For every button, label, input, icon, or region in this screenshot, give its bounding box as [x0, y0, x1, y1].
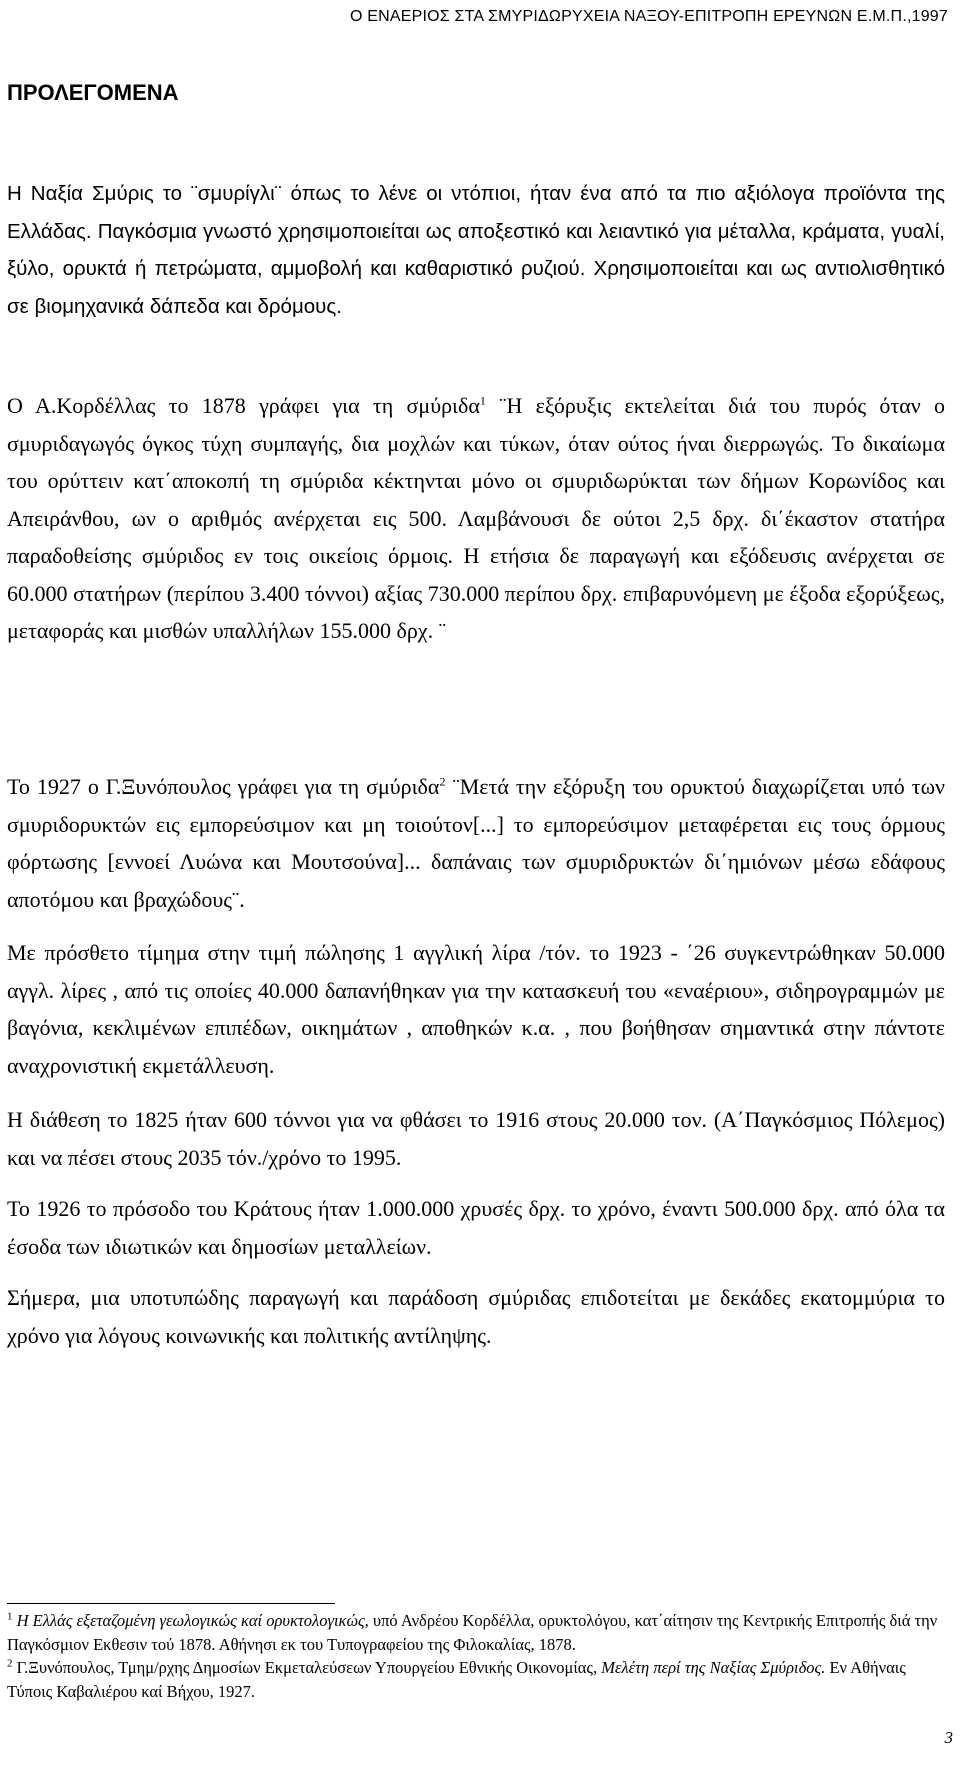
paragraph-text: Η διάθεση το 1825 ήταν 600 τόννοι για να φθάσει το 1916 στους 20.000 τον. (Α΄Παγκόσμιος Πόλεμος) και να πέσει στους 2035 τόν./χρόνο το 1995. — [7, 1107, 945, 1170]
footnote-1: $^1$ Η Ελλάς εξεταζομένη γεωλογικώς καί ορυκτολογικώς, υπό Ανδρέου Κορδέλλα, ορυκτολόγου, κατ΄αίτησιν της Κεντρικής Επιτροπής διά την Παγκόσμιον Εκθεσιν τού 1878. Αθήνησι εκ του Τυπογραφείου της Φιλοκαλίας, 1878. — [7, 1610, 938, 1654]
footnote-ref-1[interactable]: 1 — [479, 393, 486, 408]
paragraph-text: Το 1926 το πρόσοδο του Κράτους ήταν 1.000.000 χρυσές δρχ. το χρόνο, έναντι 500.000 δρχ. από όλα τα έσοδα των ιδιωτικών και δημοσίων μεταλλείων. — [7, 1196, 945, 1259]
footnote-text: Γ.Ξυνόπουλος, Τμημ/ρχης Δημοσίων Εκμεταλεύσεων Υπουργείου Εθνικής Οικονομίας, — [12, 1658, 602, 1677]
page-number: 3 — [944, 1728, 953, 1747]
section-heading: ΠΡΟΛΕΓΟΜΕΝΑ — [7, 80, 179, 105]
footnote-2: $^2$ Γ.Ξυνόπουλος, Τμημ/ρχης Δημοσίων Εκμεταλεύσεων Υπουργείου Εθνικής Οικονομίας, Μελέτη περί της Ναξίας Σμύριδος. Εν Αθήναις Τύποις Καβαλιέρου καί Βήχου, 1927. — [7, 1657, 906, 1701]
paragraph-kordellas-quote — [7, 387, 945, 650]
paragraph-financing — [7, 934, 945, 1084]
paragraph-text: Η Ναξία Σμύρις το ¨σμυρίγλι¨ όπως το λένε οι ντόπιοι, ήταν ένα από τα πιο αξιόλογα προϊόντα της Ελλάδας. Παγκόσμια γνωστό χρησιμοποιείται ως αποξεστικό και λειαντικό για μέταλλα, κράματα, γυαλί, ξύλο, ορυκτά ή πετρώματα, αμμοβολή και καθαριστικό ρυζιού. Χρησιμοποιείται και ως αντιολισθητικό σε βιομηχανικά δάπεδα και δρόμους. — [7, 182, 945, 318]
quote-text: ¨Η εξόρυξις εκτελείται διά του πυρός όταν ο σμυριδαγωγός όγκος τύχη συμπαγής, δια μοχλών και τύκων, όταν ούτος ήναι διερρωγώς. Το δικαίωμα του ορύττειν κατ΄αποκοπή τη σμύριδα κέκτηνται μόνο οι σμυριδωρύκται των δήμων Κορωνίδος και Απειράνθου, ων ο αριθμός ανέρχεται εις 500. Λαμβάνουσι δε ούτοι 2,5 δρχ. δι΄έκαστον στατήρα παραδοθείσης σμύριδος εν τοις οικείοις όρμοις. Η ετήσια δε παραγωγή και εξόδευσις ανέρχεται σε 60.000 στατήρων (περίπου 3.400 τόννοι) αξίας 730.000 περίπου δρχ. επιβαρυνόμενη με έξοδα εξορύξεως, μεταφοράς και μισθών υπαλλήλων 155.000 δρχ. ¨ — [7, 393, 945, 643]
quote-text: ¨Μετά την εξόρυξη του ορυκτού διαχωρίζεται υπό των σμυριδορυκτών εις εμπορεύσιμον και μη τοιούτον[...] το εμπορεύσιμον μεταφέρεται εις τους όρμους φόρτωσης [εννοεί Λυώνα και Μουτσούνα]... δαπάναις των σμυριδρυκτών δι΄ημιόνων μέσω εδάφους αποτόμου και βραχώδους¨. — [7, 774, 946, 912]
paragraph-revenue — [7, 1190, 945, 1265]
paragraph-today — [7, 1279, 945, 1354]
footnote-text-after: Εν Αθήναις Τύποις Καβαλιέρου καί Βήχου, 1927. — [7, 1658, 906, 1701]
paragraph-text: Ο Α.Κορδέλλας το 1878 γράφει για τη σμύριδα — [7, 393, 480, 418]
paragraph-text: Σήμερα, μια υποτυπώδης παραγωγή και παράδοση σμύριδας επιδοτείται με δεκάδες εκατομμύρια το χρόνο για λόγους κοινωνικής και πολιτικής αντίληψης. — [7, 1285, 945, 1348]
paragraph-text: Το 1927 ο Γ.Ξυνόπουλος γράφει για τη σμύριδα — [7, 774, 440, 799]
paragraph-production — [7, 1101, 945, 1176]
paragraph-intro — [7, 175, 945, 325]
footnotes — [7, 1609, 945, 1703]
footnote-text: υπό Ανδρέου Κορδέλλα, ορυκτολόγου, κατ΄αίτησιν της Κεντρικής Επιτροπής διά την Παγκόσμιον Εκθεσιν τού 1878. Αθήνησι εκ του Τυπογραφείου της Φιλοκαλίας, 1878. — [7, 1611, 938, 1654]
paragraph-xynopoulos-quote — [7, 768, 945, 918]
footnote-title: Μελέτη περί της Ναξίας Σμύριδος. — [601, 1658, 826, 1677]
footnote-divider — [7, 1603, 335, 1604]
footnote-ref-2[interactable]: 2 — [439, 774, 446, 789]
running-header: Ο ΕΝΑΕΡΙΟΣ ΣΤΑ ΣΜΥΡΙΔΩΡΥΧΕΙΑ ΝΑΞΟΥ-ΕΠΙΤΡΟΠΗ ΕΡΕΥΝΩΝ Ε.Μ.Π.,1997 — [349, 8, 948, 25]
footnote-title: Η Ελλάς εξεταζομένη γεωλογικώς καί ορυκτολογικώς, — [16, 1611, 369, 1630]
paragraph-text: Με πρόσθετο τίμημα στην τιμή πώλησης 1 αγγλική λίρα /τόν. το 1923 - ΄26 συγκεντρώθηκαν 50.000 αγγλ. λίρες , από τις οποίες 40.000 δαπανήθηκαν για την κατασκευή του «εναέριου», σιδηρογραμμών με βαγόνια, κεκλιμένων επιπέδων, οικημάτων , αποθηκών κ.α. , που βοήθησαν σημαντικά στην πάντοτε αναχρονιστική εκμετάλλευση. — [7, 940, 945, 1078]
